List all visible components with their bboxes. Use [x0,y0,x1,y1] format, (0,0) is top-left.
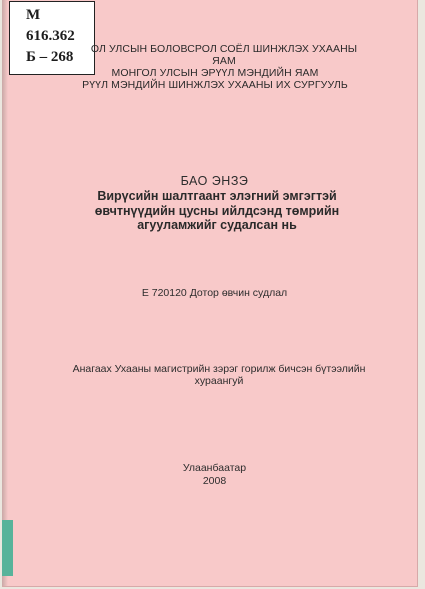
spine-color-tab [2,520,13,576]
institution-line-3: РҮҮЛ МЭНДИЙН ШИНЖЛЭХ УХААНЫ ИХ СУРГУУЛЬ [82,79,348,91]
call-number-line-2: 616.362 [26,28,75,44]
call-number-line-1: М [26,7,41,23]
institution-line-1: ОЛ УЛСЫН БОЛОВСРОЛ СОЁЛ ШИНЖЛЭХ УХААНЫ ЯАМ [90,43,358,67]
degree-statement [64,363,374,387]
title-line-1: Вирүсийн шалтгаант элэгний эмгэгтэй [97,189,337,203]
title-line-3: агууламжийг судалсан нь [137,218,297,232]
cover-page [2,0,418,587]
thesis-title [62,189,372,233]
degree-line-2: хураангуй [194,375,244,387]
author-name: БАО ЭНЗЭ [180,174,249,188]
title-line-2: өвчтнүүдийн цусны ийлдсэнд төмрийн [94,203,340,218]
city: Улаанбаатар [182,462,247,474]
place-and-year [2,462,425,488]
call-number-line-3: Б – 268 [26,49,74,65]
institution-header [65,43,365,91]
specialty-code: Е 720120 Дотор өвчин судлал [141,287,288,299]
degree-line-1: Анагаах Ухааны магистрийн зэрэг горилж бичсэн бүтээлийн [72,363,366,375]
institution-line-2: МОНГОЛ УЛСЫН ЭРҮҮЛ МЭНДИЙН ЯАМ [111,67,319,79]
year: 2008 [202,475,227,487]
